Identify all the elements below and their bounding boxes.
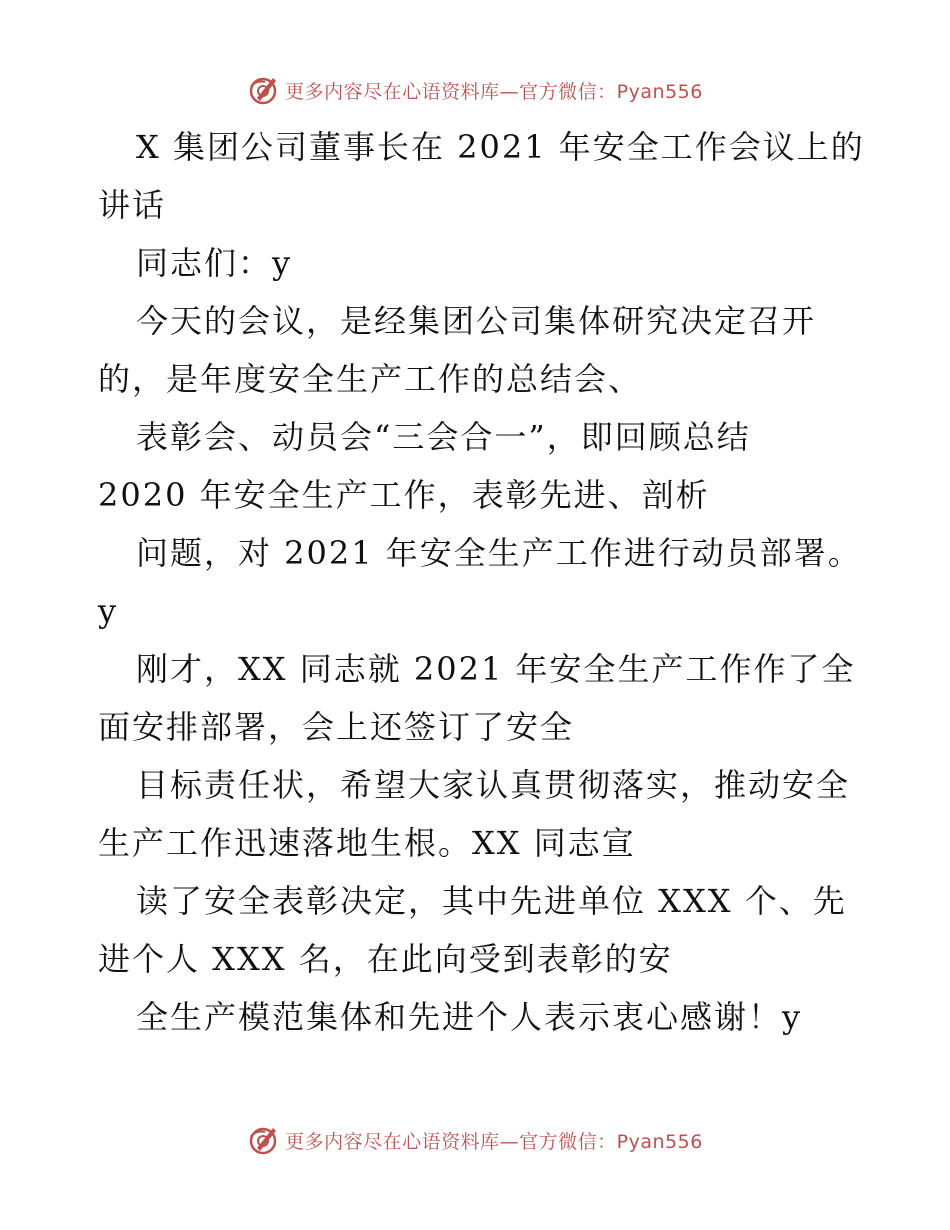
- document-body: [98, 118, 878, 1046]
- text-line: 同志们：y: [136, 244, 293, 282]
- text-line: 讲话: [98, 186, 167, 224]
- text-line: 问题，对 2021 年安全生产工作进行动员部署。: [136, 534, 862, 572]
- text-line: 面安排部署，会上还签订了安全: [98, 708, 575, 746]
- text-line: 表彰会、动员会“三会合一”，即回顾总结: [136, 418, 751, 456]
- pen-circle-logo-icon: [247, 1124, 279, 1156]
- header-banner: [0, 70, 950, 110]
- banner-text: 更多内容尽在心语资料库—官方微信：Pyan556: [285, 80, 703, 103]
- text-line: X 集团公司董事长在 2021 年安全工作会议上的: [136, 128, 865, 166]
- pen-circle-logo-icon: [247, 74, 279, 106]
- footer-banner: [0, 1120, 950, 1160]
- text-line: 目标责任状，希望大家认真贯彻落实，推动安全: [136, 766, 851, 804]
- text-line: 的，是年度安全生产工作的总结会、: [98, 360, 643, 398]
- text-line: 生产工作迅速落地生根。XX 同志宣: [98, 824, 636, 862]
- text-line: 进个人 XXX 名，在此向受到表彰的安: [98, 940, 673, 978]
- banner-text: 更多内容尽在心语资料库—官方微信：Pyan556: [285, 1130, 703, 1153]
- text-line: 读了安全表彰决定，其中先进单位 XXX 个、先: [136, 882, 847, 920]
- text-line: 刚才，XX 同志就 2021 年安全生产工作作了全: [136, 650, 856, 688]
- text-line: 今天的会议，是经集团公司集体研究决定召开: [136, 302, 817, 340]
- text-line: 全生产模范集体和先进个人表示衷心感谢！y: [136, 998, 803, 1036]
- text-line: y: [98, 592, 119, 630]
- text-line: 2020 年安全生产工作，表彰先进、剖析: [98, 476, 710, 514]
